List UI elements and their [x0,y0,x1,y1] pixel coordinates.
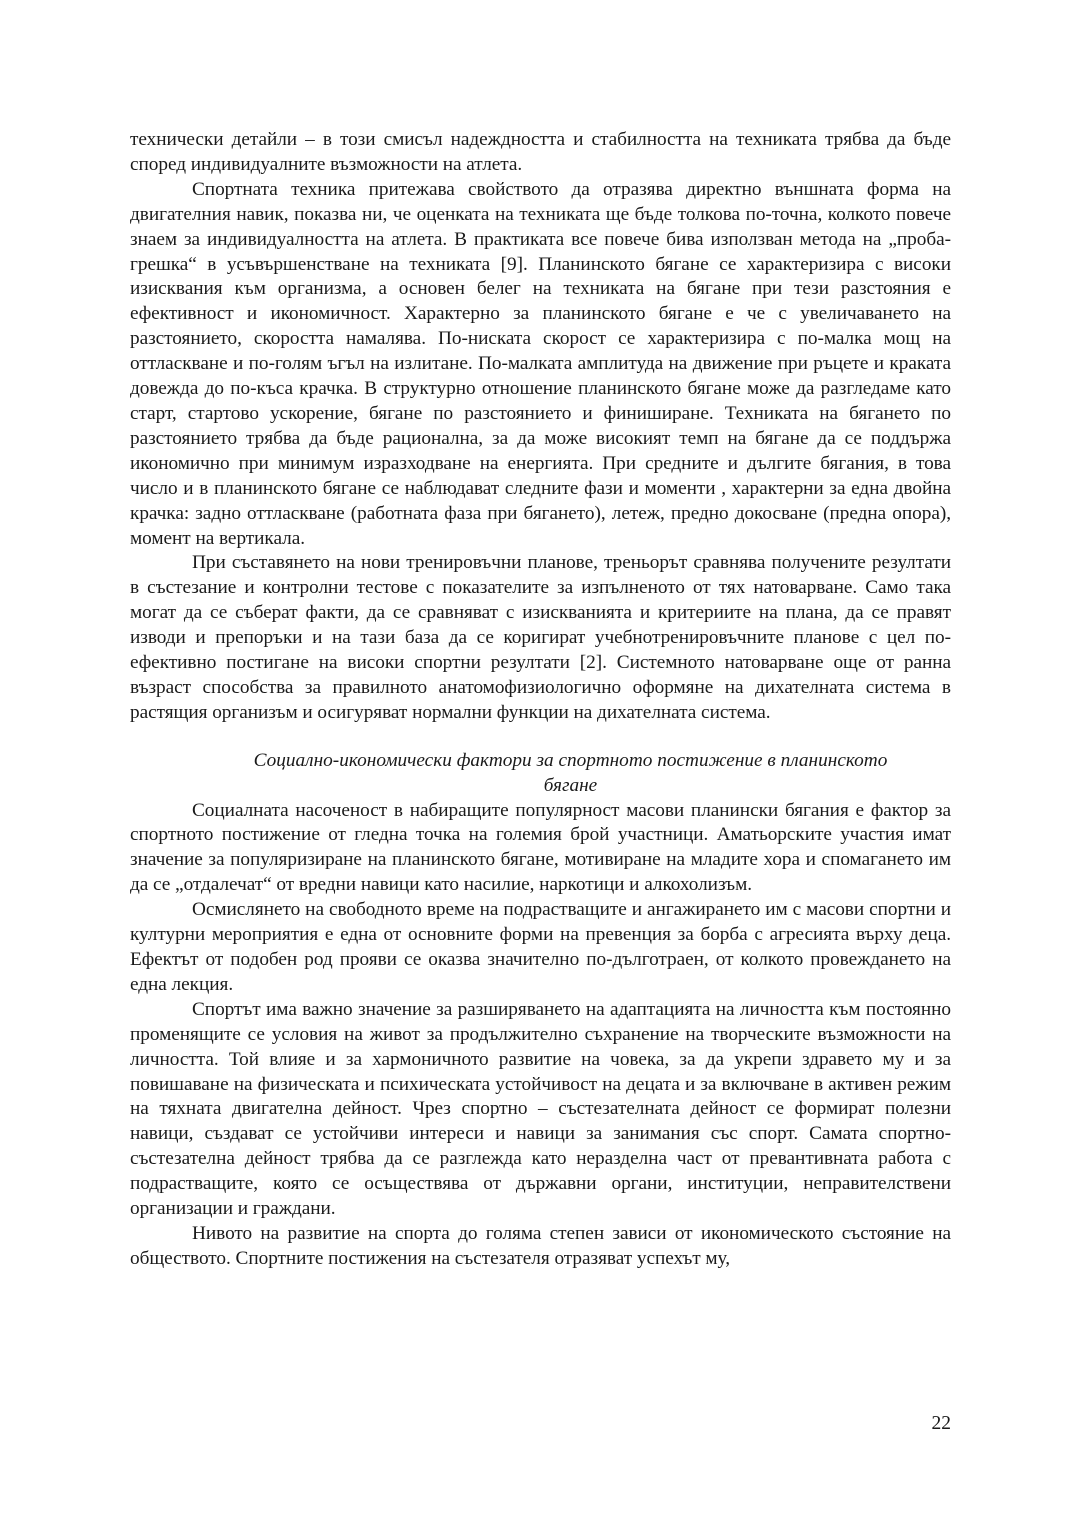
paragraph: Спортната техника притежава свойството да отразява директно външната форма на двигателния навик, показва ни, че оценката на техниката ще бъде толкова по-точна, колкото повече знаем за индивидуалността на атлета. В практиката все повече бива използван метода на „проба-грешка“ в усъвършенстване на техниката [9]. Планинското бягане се характеризира с високи изисквания към организма, а основен белег на техниката на бягане при тези разстояния е ефективност и икономичност. Характерно за планинското бягане е че с увеличаването на разстоянието, скоростта намалява. По-ниската скорост се характеризира с по-малка мощ на оттласкване и по-голям ъгъл на излитане. По-малката амплитуда на движение при ръцете и краката довежда до по-къса крачка. В структурно отношение планинското бягане може да разгледаме като старт, стартово ускорение, бягане по разстоянието и финиширане. Техниката на бягането по разстоянието трябва да бъде рационална, за да може високият темп на бягане да се поддържа икономично при минимум изразходване на енергията. При средните и дългите бягания, в това число и в планинското бягане се наблюдават следните фази и моменти , характерни за една двойна крачка: задно оттласкване (работната фаза при бягането), летеж, предно докосване (предна опора), момент на вертикала. [130,178,951,549]
paragraph: Спортът има важно значение за разширяването на адаптацията на личността към постоянно променящите се условия на живот за продължително съхранение на творческите възможности на личността. Той влияе и за хармоничното развитие на човека, за да укрепи здравето му и за повишаване на физическата и психическата устойчивост на децата и за включване в активен режим на тяхната двигателна дейност. Чрез спортно – състезателната дейност се формират полезни навици, създават се устойчиви интереси и навици за занимания със спорт. Самата спортно-състезателна дейност трябва да се разглежда като неразделна част от превантивната работа с подрастващите, която се осъществява от държавни органи, институции, неправителствени организации и граждани. [130,998,951,1220]
paragraph: При съставянето на нови тренировъчни планове, треньорът сравнява получените резултати в състезание и контролни тестове с показателите за изпълненото от тях натоварване. Само така могат да се съберат факти, да се сравняват с изискванията и критериите на плана, да се правят изводи и препоръки и на тази база да се коригират учебнотренировъчните планове с цел по-ефективно постигане на високи спортни резултати [2]. Системното натоварване още от ранна възраст способства за правилното анатомофизиологично оформяне на дихателната система в растящия организъм и осигуряват нормални функции на дихателната система. [130,552,951,723]
section-heading-line: Социално-икономически фактори за спортното постижение в планинското [253,749,888,771]
page-number: 22 [931,1413,951,1434]
document-page [130,128,951,1272]
section-heading [130,749,951,799]
paragraph: технически детайли – в този смисъл надеждността и стабилността на техниката трябва да бъде според индивидуалните възможности на атлета. [130,129,951,175]
paragraph: Социалната насоченост в набиращите популярност масови планински бягания е фактор за спортното постижение от гледна точка на големия брой участници. Аматьорските участия имат значение за популяризиране на планинското бягане, мотивиране на младите хора и спомагането им да се „отдалечат“ от вредни навици като насилие, наркотици и алкохолизъм. [130,799,951,896]
paragraph: Нивото на развитие на спорта до голяма степен зависи от икономическото състояние на обществото. Спортните постижения на състезателя отразяват успехът му, [130,1222,951,1269]
section-heading-line: бягане [543,774,598,796]
paragraph: Осмислянето на свободното време на подрастващите и ангажирането им с масови спортни и културни мероприятия е една от основните форми на превенция за борба с агресията върху деца. Ефектът от подобен род прояви се оказва значително по-дълготраен, от колкото провеждането на една лекция. [130,899,951,995]
